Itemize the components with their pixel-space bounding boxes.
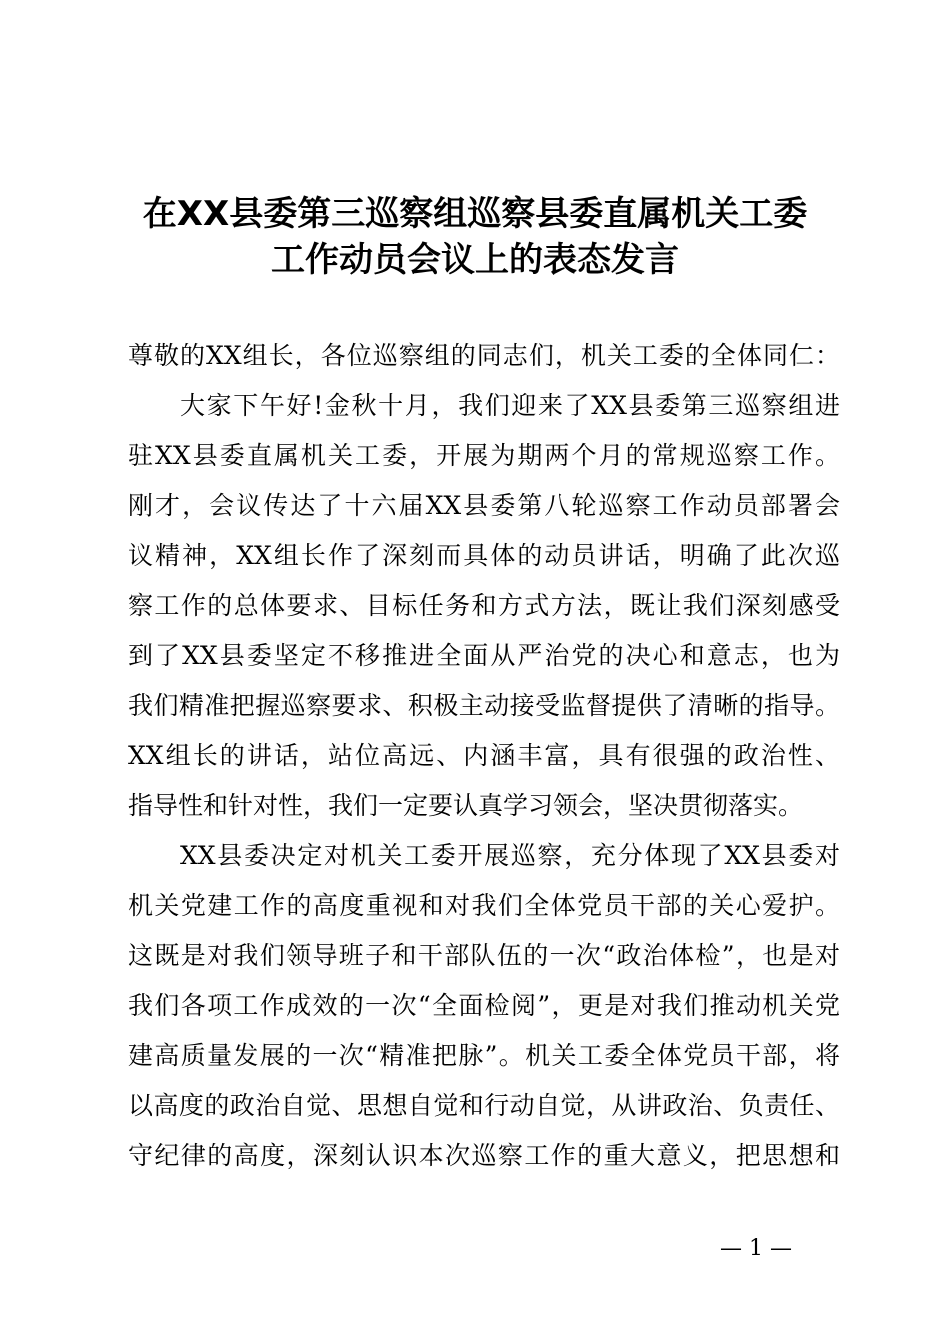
body-line: 议精神，XX组长作了深刻而具体的动员讲话，明确了此次巡 <box>128 541 840 570</box>
document-body <box>128 336 840 1186</box>
body-line: XX县委决定对机关工委开展巡察，充分体现了XX县委对 <box>180 841 840 870</box>
page-number: — 1 — <box>720 1236 792 1261</box>
body-line: 刚才，会议传达了十六届XX县委第八轮巡察工作动员部署会 <box>128 491 840 520</box>
body-line: 大家下午好!金秋十月，我们迎来了XX县委第三巡察组进 <box>180 391 840 420</box>
body-line: 察工作的总体要求、目标任务和方式方法，既让我们深刻感受 <box>128 591 840 620</box>
body-line: 我们精准把握巡察要求、积极主动接受监督提供了清晰的指导。 <box>128 691 840 720</box>
body-line: XX组长的讲话，站位高远、内涵丰富，具有很强的政治性、 <box>128 741 840 770</box>
body-line: 到了XX县委坚定不移推进全面从严治党的决心和意志，也为 <box>128 641 840 670</box>
body-line: 以高度的政治自觉、思想自觉和行动自觉，从讲政治、负责任、 <box>128 1091 840 1120</box>
body-line: 这既是对我们领导班子和干部队伍的一次“政治体检”，也是对 <box>128 941 840 970</box>
body-line: 驻XX县委直属机关工委，开展为期两个月的常规巡察工作。 <box>128 441 840 470</box>
document-title-line-1: 在XX县委第三巡察组巡察县委直属机关工委 <box>142 194 808 234</box>
salutation: 尊敬的XX组长，各位巡察组的同志们，机关工委的全体同仁： <box>128 341 840 370</box>
body-line: 指导性和针对性，我们一定要认真学习领会，坚决贯彻落实。 <box>128 791 804 820</box>
body-line: 守纪律的高度，深刻认识本次巡察工作的重大意义，把思想和 <box>128 1141 840 1170</box>
body-line: 我们各项工作成效的一次“全面检阅”，更是对我们推动机关党 <box>128 991 840 1020</box>
document-title-line-2: 工作动员会议上的表态发言 <box>271 240 679 280</box>
body-line: 机关党建工作的高度重视和对我们全体党员干部的关心爱护。 <box>128 891 840 920</box>
body-line: 建高质量发展的一次“精准把脉”。机关工委全体党员干部，将 <box>128 1041 840 1070</box>
